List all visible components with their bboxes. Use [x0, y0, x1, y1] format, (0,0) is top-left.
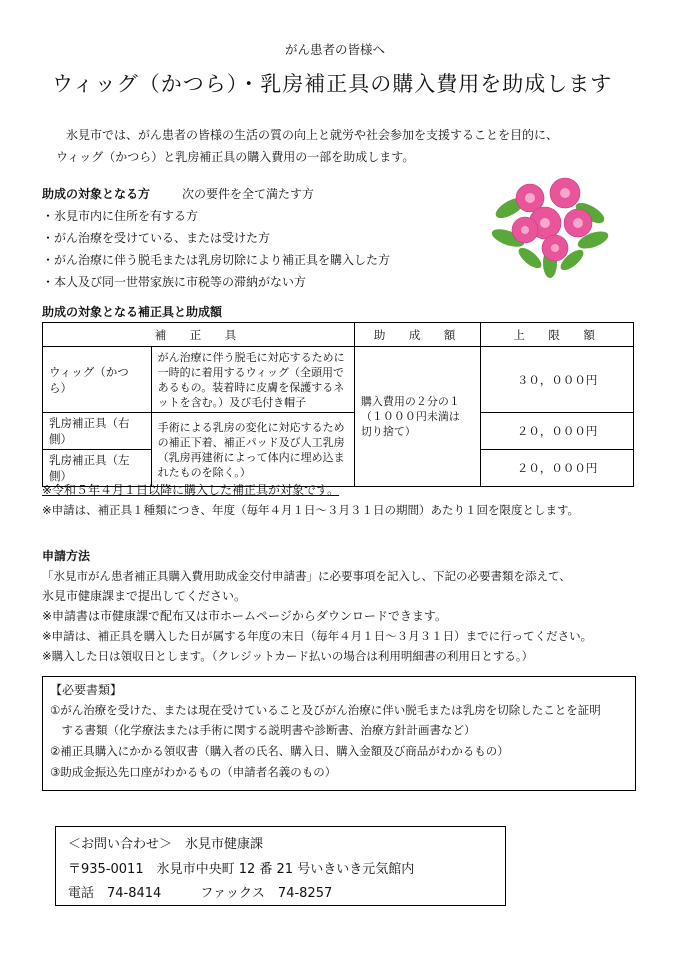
intro-line-2: ウィッグ（かつら）と乳房補正具の購入費用の一部を助成します。 — [56, 150, 415, 164]
contact-title: ＜お問い合わせ＞ 氷見市健康課 — [68, 837, 264, 852]
application-line: ※購入した日は領収日とします。（クレジットカード払いの場合は利用明細書の利用日とする。） — [42, 649, 534, 663]
page-title: ウィッグ（かつら）・乳房補正具の購入費用を助成します — [52, 72, 613, 96]
eligibility-item: ・氷見市内に住所を有する方 — [42, 209, 199, 223]
item-name: 乳房補正具（左側） — [43, 450, 152, 487]
eligibility-item: ・本人及び同一世帯家族に市税等の滞納がない方 — [42, 275, 307, 289]
table-row — [43, 347, 634, 413]
document-item: ②補正具購入にかかる領収書（購入者の氏名、購入日、購入金額及び商品がわかるもの） — [50, 744, 509, 758]
col-amount-header: 助 成 額 — [354, 323, 480, 347]
item-description: がん治療に伴う脱毛に対応するために一時的に着用するウィッグ（全頭用であるもの。装着時に皮膚を保護するネットを含む。）及び毛付き帽子 — [151, 347, 354, 413]
application-line: ※申請は、補正具を購入した日が属する年度の末日（毎年４月１日～３月３１日）までに行ってください。 — [42, 629, 593, 643]
application-heading: 申請方法 — [42, 549, 91, 563]
limit-cell: ３０，０００円 — [481, 347, 634, 413]
document-item: する書類（化学療法または手術に関する説明書や診断書、治療方針計画書など） — [50, 723, 476, 737]
support-table — [42, 322, 634, 487]
col-item-header: 補 正 具 — [43, 323, 355, 347]
item-description: 手術による乳房の変化に対応するための補正下着、補正パッド及び人工乳房（乳房再建術によって体内に埋め込まれたものを除く。） — [151, 413, 354, 487]
limit-cell: ２０，０００円 — [481, 450, 634, 487]
pre-title: がん患者の皆様へ — [285, 42, 386, 57]
table-heading: 助成の対象となる補正具と助成額 — [42, 305, 223, 319]
application-line: ※申請書は市健康課で配布又は市ホームページからダウンロードできます。 — [42, 609, 447, 623]
azalea-flower-illustration — [490, 168, 610, 278]
table-note-2: ※申請は、補正具１種類につき、年度（毎年４月１日～３月３１日の期間）あたり１回を限度とします。 — [42, 503, 580, 517]
eligibility-item: ・がん治療を受けている、または受けた方 — [42, 231, 271, 245]
contact-address: 〒935-0011 氷見市中央町 12 番 21 号いきいき元気館内 — [68, 862, 415, 877]
table-header-row — [43, 323, 634, 347]
document-item: ①がん治療を受けた、または現在受けていること及びがん治療に伴い脱毛または乳房を切除したことを証明 — [50, 703, 601, 717]
application-line: 氷見市健康課まで提出してください。 — [42, 589, 247, 603]
amount-cell: 購入費用の２分の１ （１０００円未満は 切り捨て） — [354, 347, 480, 487]
contact-phone: 電話 74-8414 ファックス 74-8257 — [68, 886, 333, 901]
eligibility-note: 次の要件を全て満たす方 — [182, 187, 315, 201]
document-item: ③助成金振込先口座がわかるもの（申請者名義のもの） — [50, 765, 337, 779]
intro-line-1: 氷見市では、がん患者の皆様の生活の質の向上と就労や社会参加を支援することを目的に、 — [66, 128, 559, 142]
limit-cell: ２０，０００円 — [481, 413, 634, 450]
table-row — [43, 413, 634, 450]
application-line: 「氷見市がん患者補正具購入費用助成金交付申請書」に必要事項を記入し、下記の必要書類を添えて、 — [42, 569, 571, 583]
eligibility-heading: 助成の対象となる方 — [42, 187, 151, 201]
documents-heading: 【必要書類】 — [50, 683, 123, 697]
eligibility-item: ・がん治療に伴う脱毛または乳房切除により補正具を購入した方 — [42, 253, 391, 267]
col-limit-header: 上 限 額 — [481, 323, 634, 347]
item-name: ウィッグ（かつら） — [43, 347, 152, 413]
table-note-1: ※令和５年４月１日以降に購入した補正具が対象です。 — [42, 483, 340, 497]
item-name: 乳房補正具（右側） — [43, 413, 152, 450]
